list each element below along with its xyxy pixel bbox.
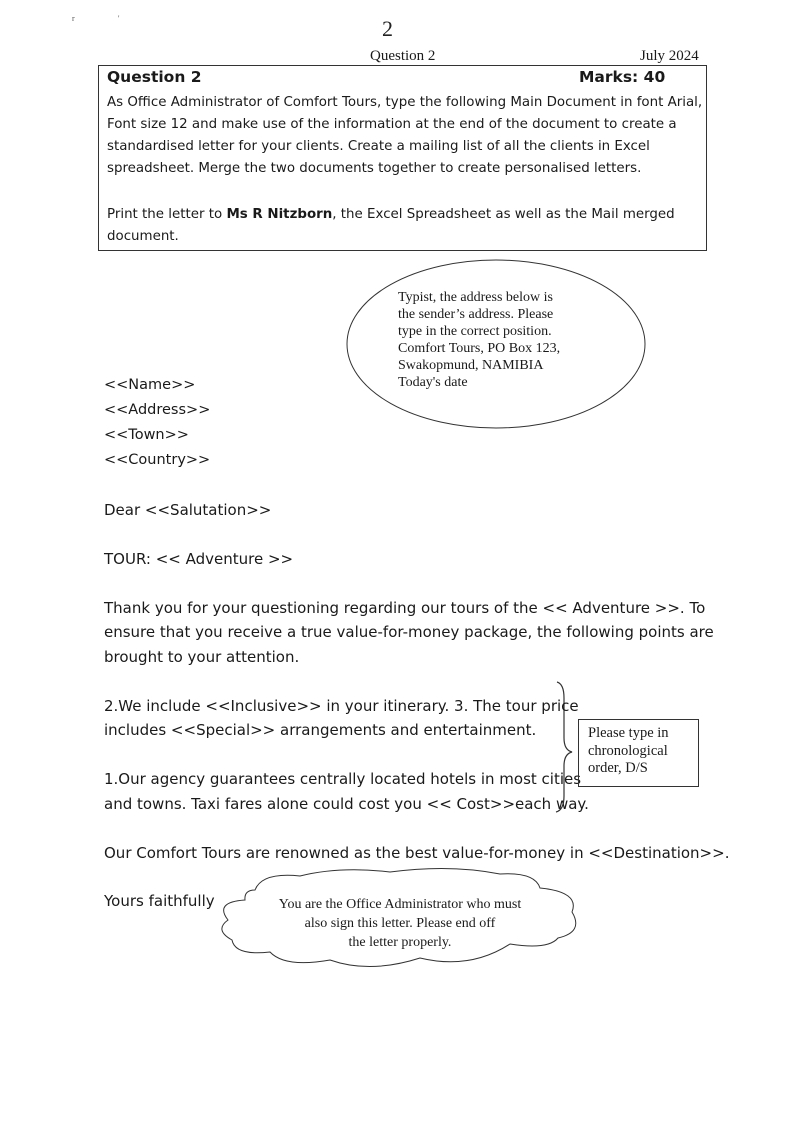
instruction-line: As Office Administrator of Comfort Tours, type the following Main Document in font Arial, (107, 95, 703, 110)
print-prefix: Print the letter to (107, 207, 227, 222)
note-line: type in the correct position. (398, 324, 552, 339)
note-line: Swakopmund, NAMIBIA (398, 358, 544, 373)
print-suffix: , the Excel Spreadsheet as well as the Mail merged (332, 207, 675, 222)
paragraph-1-line: ensure that you receive a true value-for-money package, the following points are (104, 623, 714, 641)
paragraph-1-line: brought to your attention. (104, 648, 300, 666)
note-line: Please type in (588, 725, 669, 741)
merge-field-town: <<Town>> (104, 427, 189, 443)
note-line: You are the Office Administrator who must (278, 897, 522, 912)
note-line: Typist, the address below is (398, 290, 553, 305)
chronological-note (588, 725, 693, 778)
merge-field-address: <<Address>> (104, 402, 211, 418)
sender-address-note (398, 289, 628, 391)
instruction-line: standardised letter for your clients. Create a mailing list of all the clients in Excel (107, 139, 650, 154)
scan-mark: r (72, 14, 75, 23)
paragraph-1-line: Thank you for your questioning regarding our tours of the << Adventure >>. To (104, 599, 706, 617)
handwritten-page-number: 2 (382, 16, 393, 41)
note-line: chronological (588, 742, 668, 759)
signature-note (255, 895, 545, 952)
scan-mark: ' (118, 14, 120, 23)
note-line: order, D/S (588, 760, 648, 776)
complimentary-close: Yours faithfully (104, 892, 215, 910)
merge-field-country: <<Country>> (104, 452, 211, 468)
salutation: Dear <<Salutation>> (104, 501, 272, 519)
question-title: Question 2 (107, 68, 202, 86)
marks-label: Marks: 40 (579, 68, 666, 86)
header-date: July 2024 (640, 48, 699, 64)
note-line: also sign this letter. Please end off (304, 916, 496, 931)
header-question: Question 2 (370, 48, 436, 64)
tour-line: TOUR: << Adventure >> (104, 550, 294, 568)
note-line: the letter properly. (348, 935, 452, 950)
paragraph-2-line: 2.We include <<Inclusive>> in your itinerary. 3. The tour price (104, 697, 579, 715)
note-line: the sender’s address. Please (398, 307, 554, 322)
merge-field-name: <<Name>> (104, 377, 196, 393)
paragraph-2-line: includes <<Special>> arrangements and entertainment. (104, 721, 537, 739)
instruction-line: Font size 12 and make use of the information at the end of the document to create a (107, 117, 677, 132)
paragraph-3-line: and towns. Taxi fares alone could cost you << Cost>>each way. (104, 795, 589, 813)
print-instruction-continued: document. (107, 229, 179, 244)
note-line: Comfort Tours, PO Box 123, (398, 341, 561, 356)
instruction-line: spreadsheet. Merge the two documents together to create personalised letters. (107, 161, 642, 176)
paragraph-3-line: 1.Our agency guarantees centrally located hotels in most cities (104, 770, 582, 788)
closing-paragraph: Our Comfort Tours are renowned as the best value-for-money in <<Destination>>. (104, 844, 730, 862)
recipient-name: Ms R Nitzborn (226, 207, 333, 222)
note-line: Today's date (398, 375, 468, 390)
